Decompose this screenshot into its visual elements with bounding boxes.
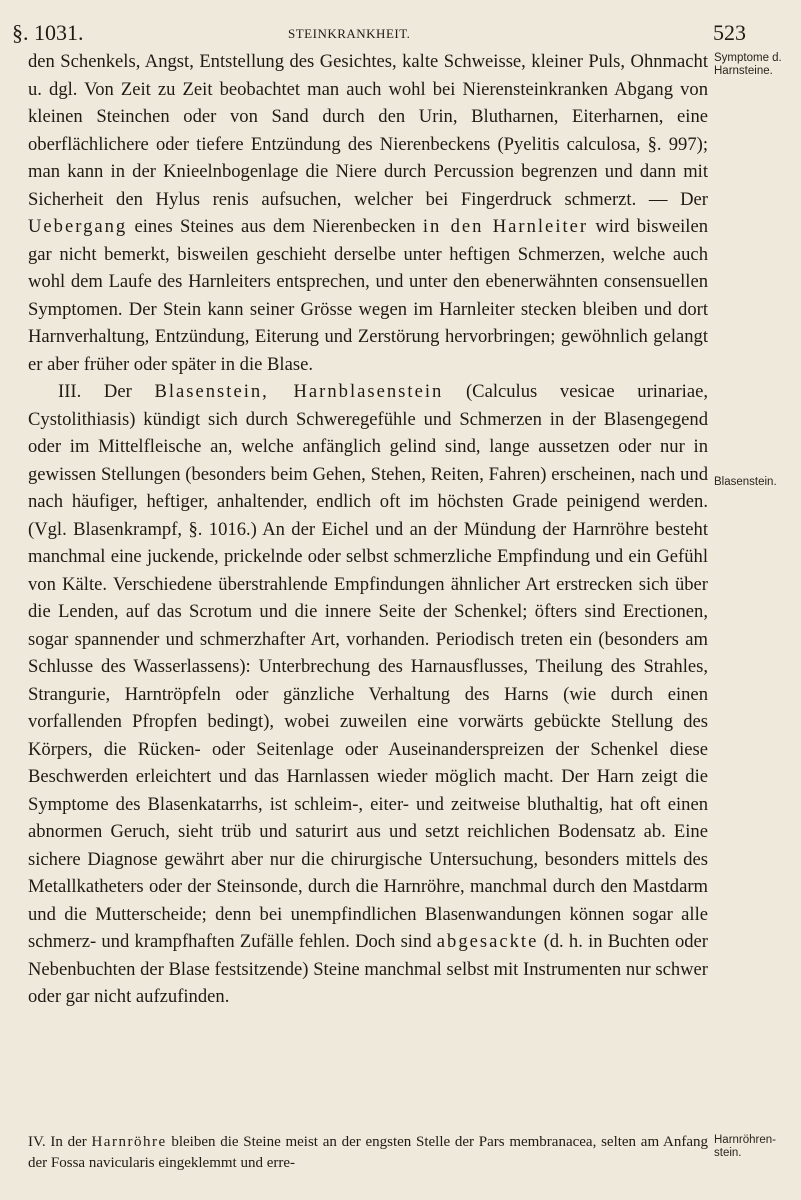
- emphasis-harnleiter: in den Harnleiter: [422, 216, 589, 237]
- paragraph-harnroehre: [28, 1132, 708, 1174]
- emphasis-abgesackte: abgesackte: [436, 931, 539, 952]
- emphasis-blasenstein: Blasenstein, Harnblasenstein: [154, 381, 444, 402]
- paragraph-blasenstein: [28, 378, 708, 1011]
- paragraph-text: bleiben die Steine meist an der engsten Stelle der Pars membranacea, selten am Anfang der Fossa navicularis eingeklemmt und erre-: [28, 1134, 708, 1171]
- emphasis-harnroehre: Harnröhre: [91, 1134, 167, 1150]
- margin-note-blasenstein: Blasenstein.: [714, 476, 777, 488]
- paragraph-text: III. Der: [58, 381, 155, 402]
- paragraph-text: wird bisweilen gar nicht bemerkt, bisweilen geschieht derselbe unter heftigen Schmerzen, welche auch wohl dem Laufe des Harnleiters entsprechen, und unter den ebenerwähnten consensuellen Symptomen. Der Stein kann seiner Grösse wegen im Harnleiter stecken bleiben und dort Harnverhaltung, Entzündung, Eiterung und Zerstörung hervorbringen; gewöhnlich gelangt er aber früher oder später in die Blase.: [28, 216, 708, 375]
- paragraph-text: (Calculus vesicae urinariae, Cystolithiasis) kündigt sich durch Schweregefühle und Schmerzen in der Blasengegend oder im Mittelfleische an, welche anfänglich gelind sind, lange aussetzen oder nur in gewissen Stellungen (besonders beim Gehen, Stehen, Reiten, Fahren) erscheinen, nach und nach häufiger, heftiger, anhaltender, endlich oft im höchsten Grade peinigend werden. (Vgl. Blasenkrampf, §. 1016.) An der Eichel und an der Mündung der Harnröhre besteht manchmal eine juckende, prickelnde oder selbst schmerzliche Empfindung und ein Gefühl von Kälte. Verschiedene überstrahlende Empfindungen ähnlicher Art erstrecken sich über die Lenden, auf das Scrotum und die innere Seite der Schenkel; öfters sind Erectionen, sogar spannender und schmerzhafter Art, vorhanden. Periodisch treten ein (besonders am Schlusse des Wasserlassens): Unterbrechung des Harnausflusses, Theilung des Strahles, Strangurie, Harntröpfeln oder gänzliche Verhaltung des Harns (wie durch einen vorfallenden Pfropfen bedingt), wobei zuweilen eine vorwärts gebückte Stellung des Körpers, die Rücken- oder Seitenlage oder Auseinanderspreizen der Schenkel diese Beschwerden erleichtert und das Harnlassen wieder möglich macht. Der Harn zeigt die Symptome des Blasenkatarrhs, ist schleim-, eiter- und zeitweise bluthaltig, hat oft einen abnormen Geruch, sieht trüb und saturirt aus und setzt reichlichen Bodensatz ab. Eine sichere Diagnose gewährt aber nur die chirurgische Untersuchung, besonders mittels des Metallkatheters oder der Steinsonde, durch die Harnröhre, manchmal durch den Mastdarm und die Mutterscheide; denn bei unempfindlichen Blasenwandungen können sogar alle schmerz- und krampfhaften Zufälle fehlen. Doch sind: [28, 381, 708, 952]
- running-title: STEINKRANKHEIT.: [288, 26, 411, 41]
- paragraph-text: (d. h. in Buchten oder Nebenbuchten der Blase festsitzende) Steine manchmal selbst mit Instrumenten nur schwer oder gar nicht aufzufinden.: [28, 931, 708, 1007]
- margin-note-harnroehrenstein: Harnröhren-stein.: [714, 1134, 776, 1159]
- emphasis-uebergang: Uebergang: [28, 216, 128, 237]
- paragraph-text: IV. In der: [28, 1134, 92, 1150]
- paragraph-text: eines Steines aus dem Nierenbecken: [127, 216, 423, 237]
- paragraph-nierenstein: [28, 48, 708, 378]
- page-number: 523: [713, 20, 746, 45]
- section-number: §. 1031.: [12, 20, 84, 45]
- paragraph-text: den Schenkels, Angst, Entstellung des Gesichtes, kalte Schweisse, kleiner Puls, Ohnmacht u. dgl. Von Zeit zu Zeit beobachtet man auch wohl bei Nierensteinkranken Abgang von kleinen Steinchen oder von Sand durch den Urin, Blutharnen, Eiterharnen, eine oberflächlichere oder tiefere Entzündung des Nierenbeckens (Pyelitis calculosa, §. 997); man kann in der Knieelnbogenlage die Niere durch Percussion begrenzen und dann mit Sicherheit den Hylus renis aufsuchen, welcher bei Fingerdruck schmerzt. — Der: [28, 51, 708, 210]
- margin-note-symptome: Symptome d. Harnsteine.: [714, 52, 782, 77]
- body-text: [28, 48, 708, 1011]
